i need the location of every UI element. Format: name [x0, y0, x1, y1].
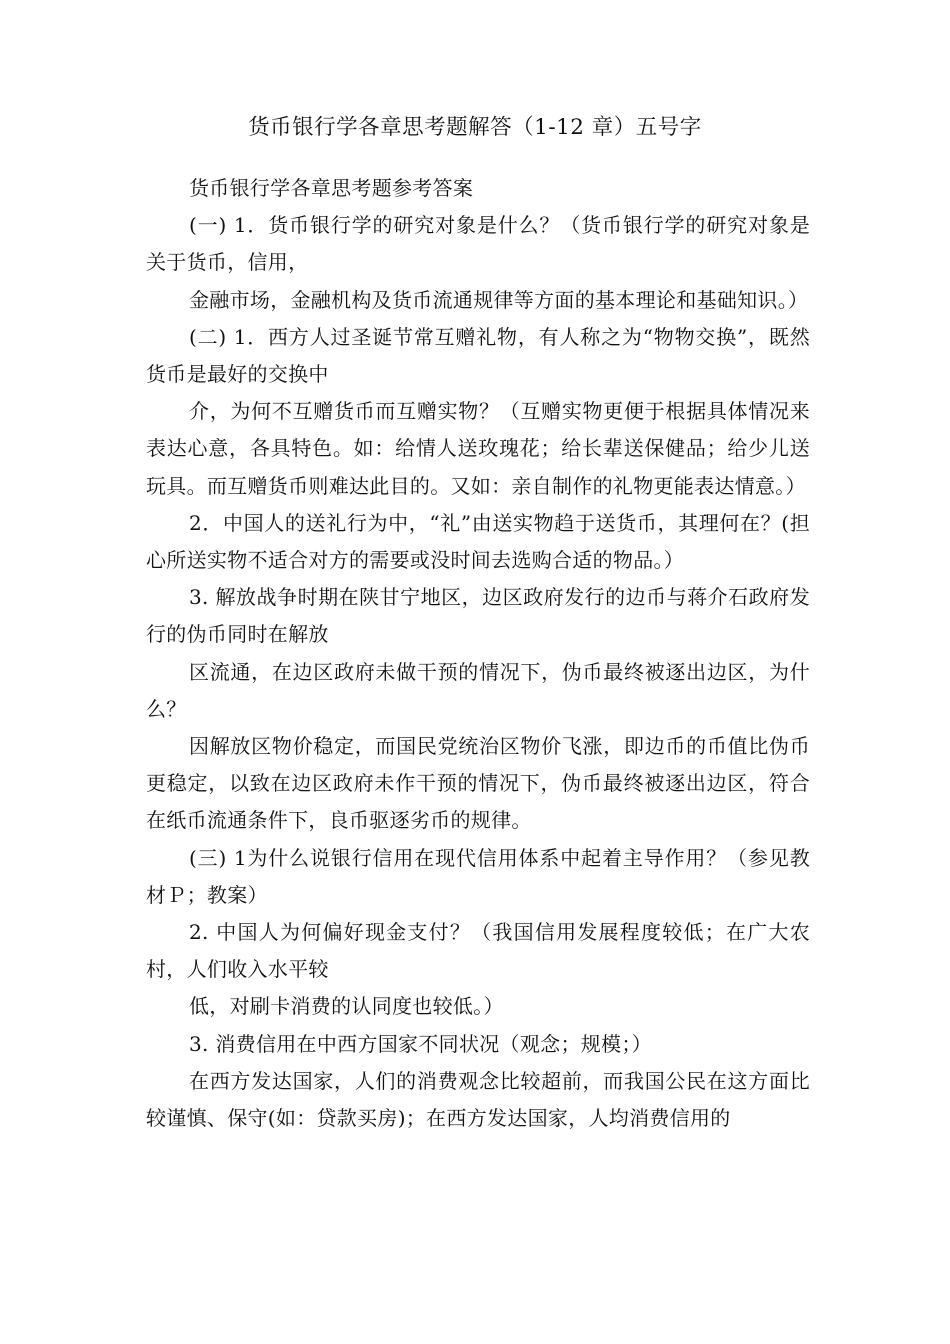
paragraph-q3-2: 2. 中国人为何偏好现金支付？（我国信用发展程度较低；在广大农村，人们收入水平较 [146, 920, 810, 982]
document-body [146, 170, 810, 1137]
paragraph-q2-1-cont: 介，为何不互赠货币而互赠实物？（互赠实物更便于根据具体情况来表达心意，各具特色。如：给情人送玫瑰花；给长辈送保健品；给少儿送玩具。而互赠货币则难达此目的。又如：亲自制作的礼物更能表达情意。） [146, 399, 810, 498]
document-title: 货币银行学各章思考题解答（1-12 章）五号字 [248, 115, 702, 140]
paragraph-q3-2-cont: 低，对刷卡消费的认同度也较低。） [189, 994, 504, 1019]
paragraph-q1-1-cont: 金融市场，金融机构及货币流通规律等方面的基本理论和基础知识。） [189, 287, 809, 312]
paragraph-q2-1: (二) 1．西方人过圣诞节常互赠礼物，有人称之为“物物交换”，既然货币是最好的交换中 [146, 324, 810, 387]
paragraph-q2-3: 3. 解放战争时期在陕甘宁地区，边区政府发行的边币与蒋介石政府发行的伪币同时在解放 [146, 585, 810, 647]
paragraph-q2-3-answer: 因解放区物价稳定，而国民党统治区物价飞涨，即边币的币值比伪币更稳定，以致在边区政府未作干预的情况下，伪币最终被逐出边区，符合在纸币流通条件下，良币驱逐劣币的规律。 [146, 734, 810, 833]
paragraph-q2-3-cont: 区流通，在边区政府未做干预的情况下，伪币最终被逐出边区，为什么？ [146, 659, 810, 721]
paragraph-q3-3: 3. 消费信用在中西方国家不同状况（观念；规模；） [189, 1031, 652, 1056]
paragraph-q2-2: 2．中国人的送礼行为中，“礼”由送实物趋于送货币，其理何在？(担心所送实物不适合对方的需要或没时间去选购合适的物品。） [146, 510, 810, 573]
paragraph-q1-1: (一) 1．货币银行学的研究对象是什么？（货币银行学的研究对象是关于货币，信用， [146, 213, 810, 275]
paragraph-q3-3-answer: 在西方发达国家，人们的消费观念比较超前，而我国公民在这方面比较谨慎、保守(如：贷款买房)；在西方发达国家，人均消费信用的 [146, 1068, 810, 1131]
paragraph-q3-1: (三) 1为什么说银行信用在现代信用体系中起着主导作用？（参见教材Ｐ；教案） [146, 845, 810, 907]
paragraph-heading: 货币银行学各章思考题参考答案 [189, 176, 474, 200]
